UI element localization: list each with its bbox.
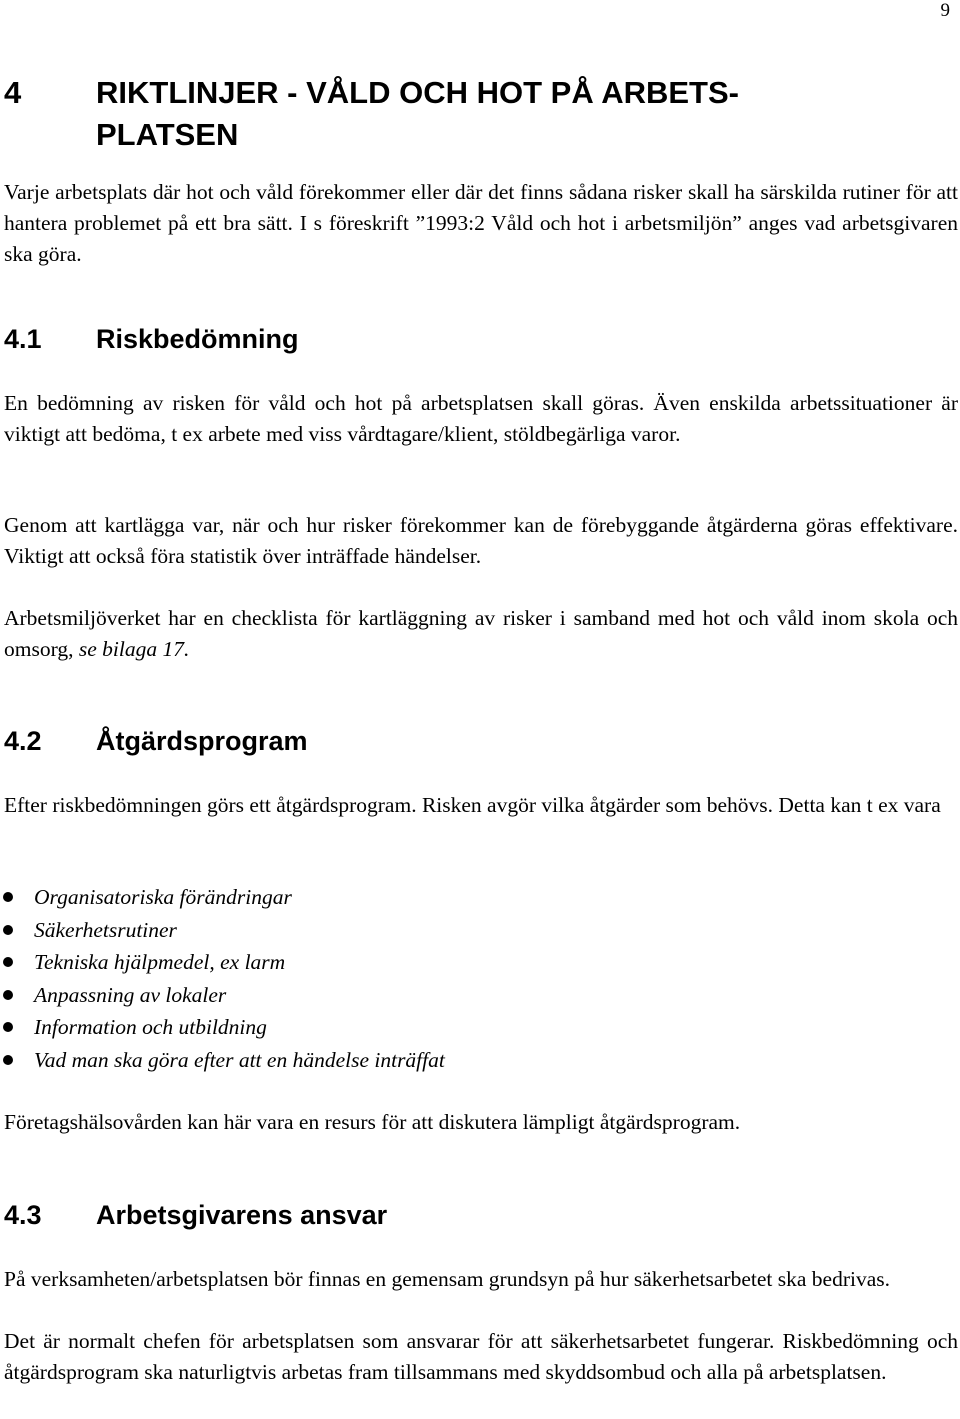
section-4-2-heading	[4, 724, 308, 758]
bullet-icon	[3, 925, 13, 935]
section-4-intro: Varje arbetsplats där hot och våld förekommer eller där det finns sådana risker skall ha särskilda rutiner för att hantera problemet på ett bra sätt. I s föreskrift ”1993:2 Våld och hot i arbetsmiljön” anges vad arbetsgivaren ska göra.	[4, 180, 958, 266]
list-item: Organisatoriska förändringar	[0, 882, 940, 915]
page-number: 9	[940, 0, 950, 21]
section-4-number: 4	[4, 75, 22, 110]
bullet-icon	[3, 957, 13, 967]
section-4-3-title: Arbetsgivarens ansvar	[96, 1200, 388, 1230]
measures-list	[0, 882, 940, 1077]
section-4-2-number: 4.2	[4, 726, 42, 756]
bullet-icon	[3, 990, 13, 1000]
section-4-2-title: Åtgärdsprogram	[96, 726, 308, 756]
section-4-1-title: Riskbedömning	[96, 324, 299, 354]
bullet-icon	[3, 1055, 13, 1065]
section-4-3-number: 4.3	[4, 1200, 42, 1230]
section-4-title: RIKTLINJER - VÅLD OCH HOT PÅ ARBETS-PLATSEN	[96, 75, 739, 152]
bullet-icon	[3, 1022, 13, 1032]
section-4-2-paragraph-1: Efter riskbedömningen görs ett åtgärdsprogram. Risken avgör vilka åtgärder som behövs. Detta kan t ex vara	[4, 793, 941, 817]
section-4-1-paragraph-2: Genom att kartlägga var, när och hur risker förekommer kan de förebyggande åtgärderna göras effektivare. Viktigt att också föra statistik över inträffade händelser.	[4, 513, 958, 568]
list-item: Information och utbildning	[0, 1012, 940, 1045]
section-4-1-paragraph-3-text: Arbetsmiljöverket har en checklista för kartläggning av risker i samband med hot och våld inom skola och omsorg,	[4, 606, 958, 661]
list-item: Tekniska hjälpmedel, ex larm	[0, 947, 940, 980]
section-4-heading	[4, 72, 904, 156]
bullet-icon	[3, 892, 13, 902]
section-4-3-paragraph-1: På verksamheten/arbetsplatsen bör finnas en gemensam grundsyn på hur säkerhetsarbetet ska bedrivas.	[4, 1267, 890, 1291]
section-4-1-paragraph-3	[4, 603, 958, 665]
section-4-3-heading	[4, 1198, 387, 1232]
list-item: Säkerhetsrutiner	[0, 915, 940, 948]
list-item: Vad man ska göra efter att en händelse inträffat	[0, 1045, 940, 1078]
section-4-1-heading	[4, 322, 299, 356]
appendix-reference: se bilaga 17.	[78, 637, 190, 661]
section-4-3-paragraph-2: Det är normalt chefen för arbetsplatsen som ansvarar för att säkerhetsarbetet fungerar. Riskbedömning och åtgärdsprogram ska naturligtvis arbetas fram tillsammans med skyddsombud och alla på arbetsplatsen.	[4, 1329, 958, 1384]
section-4-2-paragraph-2: Företagshälsovården kan här vara en resurs för att diskutera lämpligt åtgärdsprogram.	[4, 1110, 741, 1134]
list-item: Anpassning av lokaler	[0, 980, 940, 1013]
section-4-1-paragraph-1: En bedömning av risken för våld och hot på arbetsplatsen skall göras. Även enskilda arbetssituationer är viktigt att bedöma, t ex arbete med viss vårdtagare/klient, stöldbegärliga varor.	[4, 391, 958, 446]
section-4-1-number: 4.1	[4, 324, 42, 354]
